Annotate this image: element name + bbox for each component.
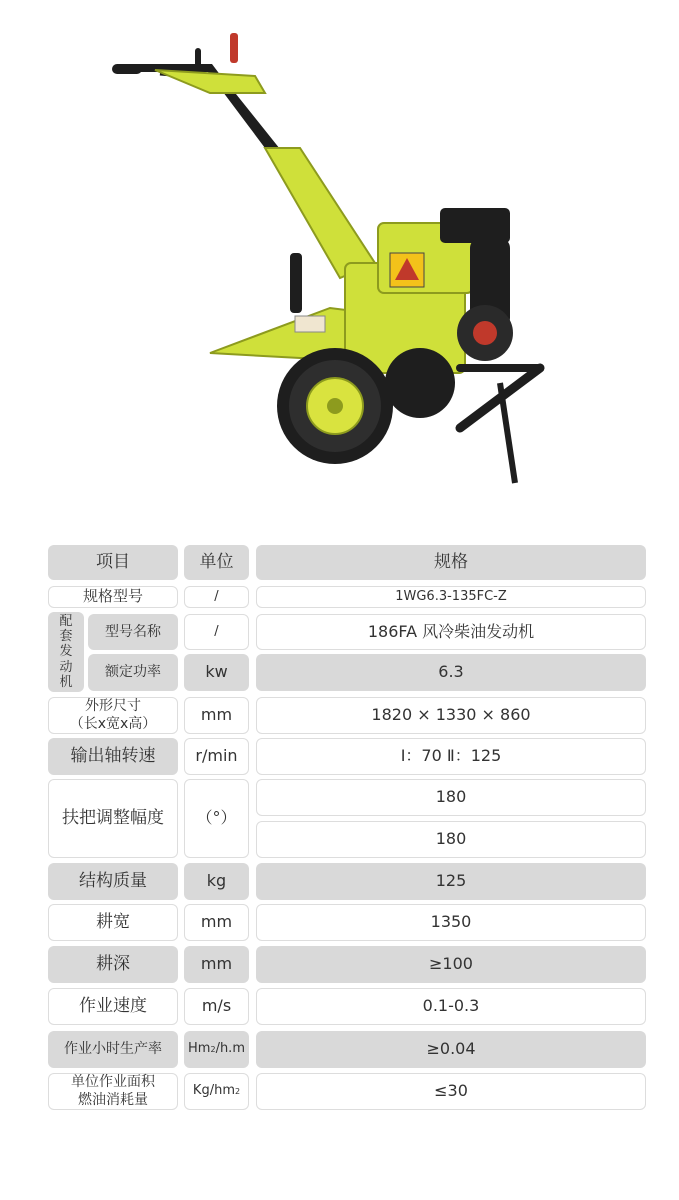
model-unit: / xyxy=(184,586,249,608)
engine-group-char: 发 xyxy=(59,644,73,660)
header-item: 项目 xyxy=(48,545,178,580)
tilling-width-value: 1350 xyxy=(256,904,646,941)
productivity-unit xyxy=(184,1031,249,1068)
engine-model-label: 型号名称 xyxy=(88,614,178,650)
tilling-width-unit: mm xyxy=(184,904,249,941)
productivity-value: ≥0.04 xyxy=(256,1031,646,1068)
dimensions-label-line1: 外形尺寸 xyxy=(85,698,141,714)
weight-value: 125 xyxy=(256,863,646,900)
handle-adjust-value-2: 180 xyxy=(256,821,646,858)
productivity-label: 作业小时生产率 xyxy=(48,1031,178,1068)
working-speed-unit: m/s xyxy=(184,988,249,1025)
working-speed-value: 0.1-0.3 xyxy=(256,988,646,1025)
fuel-unit xyxy=(184,1073,249,1110)
dimensions-label xyxy=(48,697,178,734)
engine-group-char: 套 xyxy=(59,629,73,644)
engine-power-unit: kw xyxy=(184,654,249,691)
tilling-width-label: 耕宽 xyxy=(48,904,178,941)
tilling-depth-value: ≥100 xyxy=(256,946,646,983)
handle-adjust-unit: （°） xyxy=(184,779,249,858)
dimensions-unit: mm xyxy=(184,697,249,734)
productivity-unit-tail: /h.m xyxy=(215,1041,245,1057)
fuel-value: ≤30 xyxy=(256,1073,646,1110)
engine-model-value: 186FA 风冷柴油发动机 xyxy=(256,614,646,650)
handle-adjust-value-1: 180 xyxy=(256,779,646,816)
mini-tiller-image xyxy=(100,28,560,498)
productivity-unit-main: Hm xyxy=(188,1041,211,1057)
header-spec: 规格 xyxy=(256,545,646,580)
header-unit: 单位 xyxy=(184,545,249,580)
productivity-unit-sup: 2 xyxy=(210,1044,216,1054)
fuel-label-line1: 单位作业面积 xyxy=(71,1074,155,1090)
engine-power-value: 6.3 xyxy=(256,654,646,691)
dimensions-value: 1820 × 1330 × 860 xyxy=(256,697,646,734)
weight-unit: kg xyxy=(184,863,249,900)
handle-adjust-label: 扶把调整幅度 xyxy=(48,779,178,858)
model-label: 规格型号 xyxy=(48,586,178,608)
dimensions-label-line2: （长x宽x高） xyxy=(69,715,157,732)
engine-model-unit: / xyxy=(184,614,249,650)
working-speed-label: 作业速度 xyxy=(48,988,178,1025)
fuel-unit-main: Kg/hm xyxy=(192,1083,235,1099)
fuel-unit-sup: 2 xyxy=(234,1086,241,1096)
engine-power-label: 额定功率 xyxy=(88,654,178,691)
tilling-depth-unit: mm xyxy=(184,946,249,983)
engine-group-char: 动 xyxy=(59,659,73,675)
engine-group-char: 配 xyxy=(59,613,73,629)
tilling-depth-label: 耕深 xyxy=(48,946,178,983)
fuel-label-line2: 燃油消耗量 xyxy=(78,1091,148,1108)
engine-group-label xyxy=(48,612,84,692)
fuel-label xyxy=(48,1073,178,1110)
weight-label: 结构质量 xyxy=(48,863,178,900)
engine-group-char: 机 xyxy=(59,674,73,690)
output-speed-unit: r/min xyxy=(184,738,249,775)
model-value: 1WG6.3-135FC-Z xyxy=(256,586,646,608)
output-speed-value: Ⅰ：70 Ⅱ：125 xyxy=(256,738,646,775)
output-speed-label: 输出轴转速 xyxy=(48,738,178,775)
